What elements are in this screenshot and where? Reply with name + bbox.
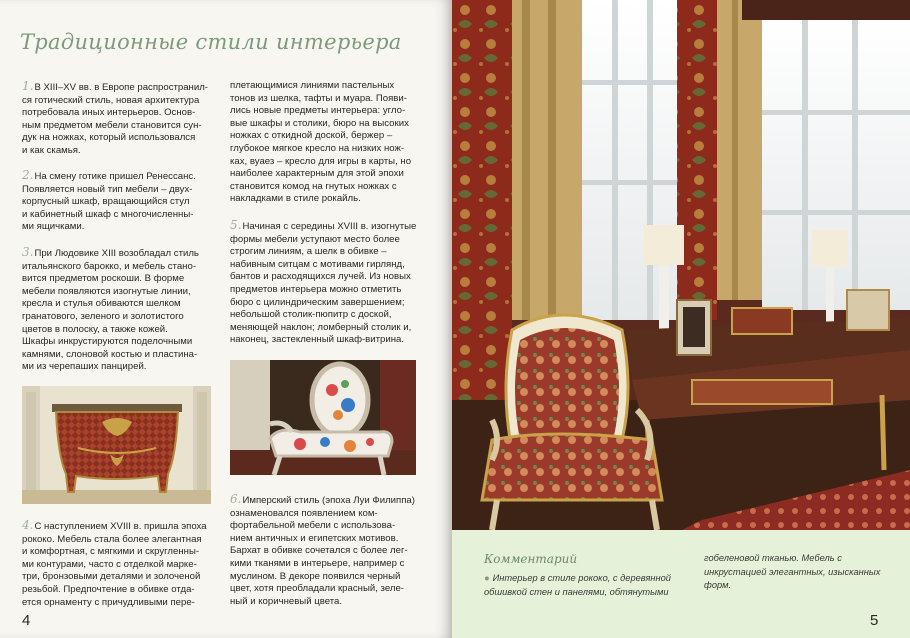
text-line: Начиная с середины XVIII в. изогнутые <box>242 221 417 232</box>
paragraph-2 <box>22 169 222 234</box>
page-title: Традиционные стили интерьера <box>20 30 402 54</box>
comment-line: форм. <box>704 580 732 590</box>
text-line: ножках с откидной доской, бержер – <box>230 130 393 142</box>
text-line: дук на ножках, который использовался <box>22 132 196 144</box>
text-line: кими тканями в интерьере, например с <box>230 557 405 569</box>
text-line: корпусный шкаф, вращающийся стул <box>22 196 190 208</box>
commode-photo <box>22 386 211 504</box>
text-line: ми из черепаших панцирей. <box>22 361 147 373</box>
text-line: тонов из шелка, тафты и муара. Появи- <box>230 92 407 104</box>
text-line: ознаменовался появлением ком- <box>230 507 378 519</box>
left-page <box>0 0 452 638</box>
text-line: наконец, застекленный шкаф-витрина. <box>230 334 405 346</box>
rococo-interior-photo <box>452 0 910 530</box>
comment-text-col2 <box>704 552 904 593</box>
paragraph-6 <box>230 493 440 608</box>
paragraph-number: 3. <box>22 245 34 259</box>
text-line: Шкафы инкрустируются поделочными <box>22 336 193 348</box>
paragraph-4 <box>22 519 222 609</box>
commode-illustration <box>22 386 211 504</box>
text-line: цветов в полоску, а также кожей. <box>22 323 168 335</box>
armchair-photo <box>230 360 416 475</box>
text-line: фортабельной мебели с использова- <box>230 520 396 532</box>
bullet-icon: ● <box>484 573 490 583</box>
text-line: и кабинетный шкаф с многочисленны- <box>22 208 194 220</box>
text-line: лись новые предметы интерьера: угло- <box>230 105 406 117</box>
armchair-illustration <box>230 360 416 475</box>
right-page <box>452 0 910 638</box>
text-line: ми контурами, часто с отделкой марке- <box>22 558 197 570</box>
text-line: нием античных и египетских мотивов. <box>230 532 399 544</box>
text-line: и как скамья. <box>22 144 81 156</box>
text-line: формы мебели уступают место более <box>230 233 400 245</box>
text-line: глубокое мягкое кресло на низких нож- <box>230 142 405 154</box>
text-line: и комфортная, с мягкими и скругленны- <box>22 546 200 558</box>
paragraph-number: 2. <box>22 168 34 182</box>
text-line: ным предметом мебели становится сун- <box>22 119 202 131</box>
text-line: цвет, хотя преобладали красный, зеле- <box>230 583 404 595</box>
text-line: В XIII–XV вв. в Европе распространил- <box>34 82 209 93</box>
comment-line: инкрустацией элегантных, изысканных <box>704 566 881 577</box>
text-line: становится комод на гнутых ножках с <box>230 180 397 192</box>
text-line: вые шкафы и столики, бюро на высоких <box>230 117 409 129</box>
comment-line: обшивкой стен и панелями, обтянутыми <box>484 586 669 597</box>
rococo-interior-illustration <box>452 0 910 530</box>
text-line: наиболее характерным для этой эпохи <box>230 168 404 180</box>
comment-text-col1 <box>484 572 704 599</box>
text-line: накладками в стиле рокайль. <box>230 193 361 205</box>
paragraph-number: 6. <box>230 492 242 506</box>
text-line: гранатового, зеленого и золотистого <box>22 310 184 322</box>
page-number-right: 5 <box>870 612 879 629</box>
text-line: С наступлением XVIII в. пришла эпоха <box>34 521 207 532</box>
text-line: итальянского барокко, и мебель стано- <box>22 260 197 272</box>
text-line: вится предметом роскоши. В форме <box>22 273 185 285</box>
text-line: рококо. Мебель стала более элегантная <box>22 533 202 545</box>
text-line: бюро с цилиндрическим завершением; <box>230 296 405 308</box>
text-line: набивным ситцам с мотивами гирлянд, <box>230 258 405 270</box>
text-line: мебели появляются изогнутые линии, <box>22 285 191 297</box>
text-line: ный и коричневый цвета. <box>230 595 343 607</box>
text-line: плетающимися линиями пастельных <box>230 80 395 91</box>
text-line: муслином. В декоре появился черный <box>230 570 401 582</box>
text-line: ми ящичками. <box>22 221 85 233</box>
paragraph-1 <box>22 80 222 158</box>
paragraph-number: 5. <box>230 218 242 232</box>
text-line: кресла и стулья обиваются шелком <box>22 298 181 310</box>
text-line: три, бронзовыми деталями и золоченой <box>22 571 201 583</box>
text-line: ся готический стиль, новая архитектура <box>22 94 200 106</box>
paragraph-number: 1. <box>22 79 34 93</box>
text-line: На смену готике пришел Ренессанс. <box>34 171 196 182</box>
text-line: Бархат в обивке сочетался с более лег- <box>230 545 408 557</box>
text-line: При Людовике XIII возобладал стиль <box>34 248 199 259</box>
text-line: ках, вуаез – кресло для игры в карты, но <box>230 155 412 167</box>
text-line: бантов и расходящихся лучей. Из новых <box>230 271 411 283</box>
text-line: потребовала иных интерьеров. Основ- <box>22 107 196 119</box>
comment-line: гобеленовой тканью. Мебель с <box>704 553 842 563</box>
page-number-left: 4 <box>22 612 31 629</box>
text-line: Появляется новый тип мебели – двух- <box>22 183 193 195</box>
text-line: меняющей наклон; ломберный столик и, <box>230 321 412 333</box>
text-line: камнями, слоновой костью и пластина- <box>22 348 198 360</box>
text-line: строгим линиям, а шелк в обивке – <box>230 246 387 258</box>
paragraph-4-continued <box>230 80 440 206</box>
paragraph-3 <box>22 246 222 374</box>
text-line: ется орнаменту с причудливыми пере- <box>22 596 195 608</box>
text-line: небольшой столик-пюпитр с доской, <box>230 309 392 321</box>
paragraph-5 <box>230 219 440 347</box>
text-line: резьбой. Предпочтение в обивке отда- <box>22 583 195 595</box>
comment-line: Интерьер в стиле рококо, с деревянной <box>492 573 671 583</box>
text-line: Имперский стиль (эпоха Луи Филиппа) <box>242 495 415 506</box>
comment-title: Комментарий <box>484 552 578 566</box>
paragraph-number: 4. <box>22 518 34 532</box>
text-line: предметов интерьера можно отметить <box>230 283 402 295</box>
